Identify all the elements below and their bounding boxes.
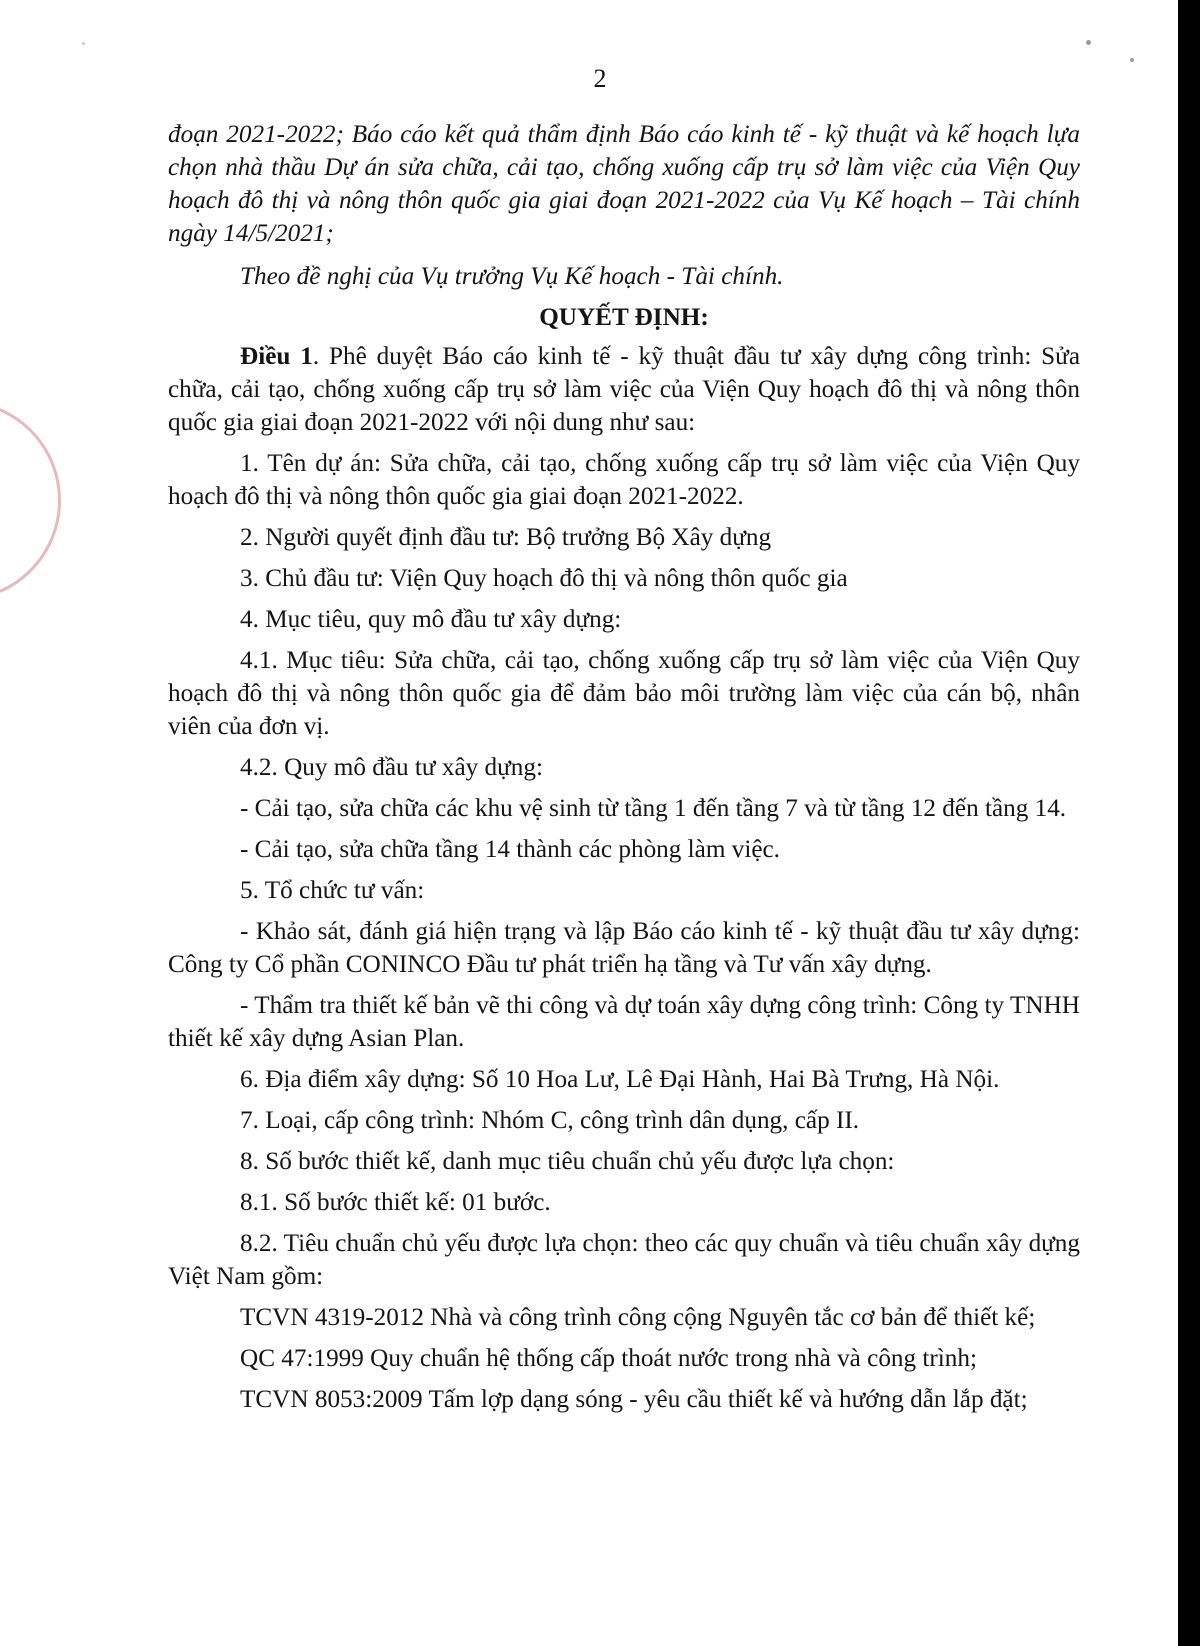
document-body	[168, 118, 1080, 1424]
item-4-1: 4.1. Mục tiêu: Sửa chữa, cải tạo, chống xuống cấp trụ sở làm việc của Viện Quy hoạch đô thị và nông thôn quốc gia để đảm bảo môi trường làm việc của cán bộ, nhân viên của đơn vị.	[168, 647, 1080, 740]
item-6: 6. Địa điểm xây dựng: Số 10 Hoa Lư, Lê Đại Hành, Hai Bà Trưng, Hà Nội.	[240, 1066, 1000, 1093]
item-8-1: 8.1. Số bước thiết kế: 01 bước.	[240, 1189, 551, 1216]
item-1: 1. Tên dự án: Sửa chữa, cải tạo, chống xuống cấp trụ sở làm việc của Viện Quy hoạch đô thị và nông thôn quốc gia giai đoạn 2021-2022.	[168, 450, 1080, 510]
item-5: 5. Tổ chức tư vấn:	[240, 877, 425, 904]
article-1	[168, 340, 1080, 439]
item-5-a: - Khảo sát, đánh giá hiện trạng và lập Báo cáo kinh tế - kỹ thuật đầu tư xây dựng: Công ty Cổ phần CONINCO Đầu tư phát triển hạ tầng và Tư vấn xây dựng.	[168, 918, 1080, 978]
item-4-2: 4.2. Quy mô đầu tư xây dựng:	[240, 754, 543, 781]
decision-heading: QUYẾT ĐỊNH:	[539, 304, 709, 331]
scan-speck	[82, 42, 85, 45]
scan-speck	[1130, 58, 1134, 62]
item-8-2: 8.2. Tiêu chuẩn chủ yếu được lựa chọn: theo các quy chuẩn và tiêu chuẩn xây dựng Việt Nam gồm:	[168, 1230, 1080, 1290]
article-1-text: . Phê duyệt Báo cáo kinh tế - kỹ thuật đầu tư xây dựng công trình: Sửa chữa, cải tạo, chống xuống cấp trụ sở làm việc của Viện Quy hoạch đô thị và nông thôn quốc gia giai đoạn 2021-2022 với nội dung như sau:	[168, 343, 1080, 436]
item-4-2-b: - Cải tạo, sửa chữa tầng 14 thành các phòng làm việc.	[240, 836, 780, 863]
standard-3: TCVN 8053:2009 Tấm lợp dạng sóng - yêu cầu thiết kế và hướng dẫn lắp đặt;	[240, 1386, 1028, 1413]
item-3: 3. Chủ đầu tư: Viện Quy hoạch đô thị và nông thôn quốc gia	[240, 565, 848, 592]
scan-speck	[1086, 40, 1091, 45]
red-seal-stamp	[0, 400, 61, 601]
item-5-b: - Thẩm tra thiết kế bản vẽ thi công và dự toán xây dựng công trình: Công ty TNHH thiết kế xây dựng Asian Plan.	[168, 992, 1080, 1052]
article-1-label: Điều 1	[240, 343, 313, 370]
standard-1: TCVN 4319-2012 Nhà và công trình công cộng Nguyên tắc cơ bản để thiết kế;	[240, 1304, 1036, 1331]
standard-2: QC 47:1999 Quy chuẩn hệ thống cấp thoát nước trong nhà và công trình;	[240, 1345, 977, 1372]
item-4-2-a: - Cải tạo, sửa chữa các khu vệ sinh từ tầng 1 đến tầng 7 và từ tầng 12 đến tầng 14.	[240, 795, 1067, 822]
intro-continuation: đoạn 2021-2022; Báo cáo kết quả thẩm định Báo cáo kinh tế - kỹ thuật và kế hoạch lựa chọn nhà thầu Dự án sửa chữa, cải tạo, chống xuống cấp trụ sở làm việc của Viện Quy hoạch đô thị và nông thôn quốc gia giai đoạn 2021-2022 của Vụ Kế hoạch – Tài chính ngày 14/5/2021;	[168, 121, 1080, 247]
item-2: 2. Người quyết định đầu tư: Bộ trưởng Bộ Xây dựng	[240, 524, 772, 551]
proposal-line: Theo đề nghị của Vụ trưởng Vụ Kế hoạch - Tài chính.	[240, 263, 784, 290]
item-4: 4. Mục tiêu, quy mô đầu tư xây dựng:	[240, 606, 622, 633]
page-number: 2	[593, 64, 607, 93]
item-8: 8. Số bước thiết kế, danh mục tiêu chuẩn chủ yếu được lựa chọn:	[240, 1148, 895, 1175]
scan-edge	[1178, 0, 1200, 1646]
item-7: 7. Loại, cấp công trình: Nhóm C, công trình dân dụng, cấp II.	[240, 1107, 860, 1134]
